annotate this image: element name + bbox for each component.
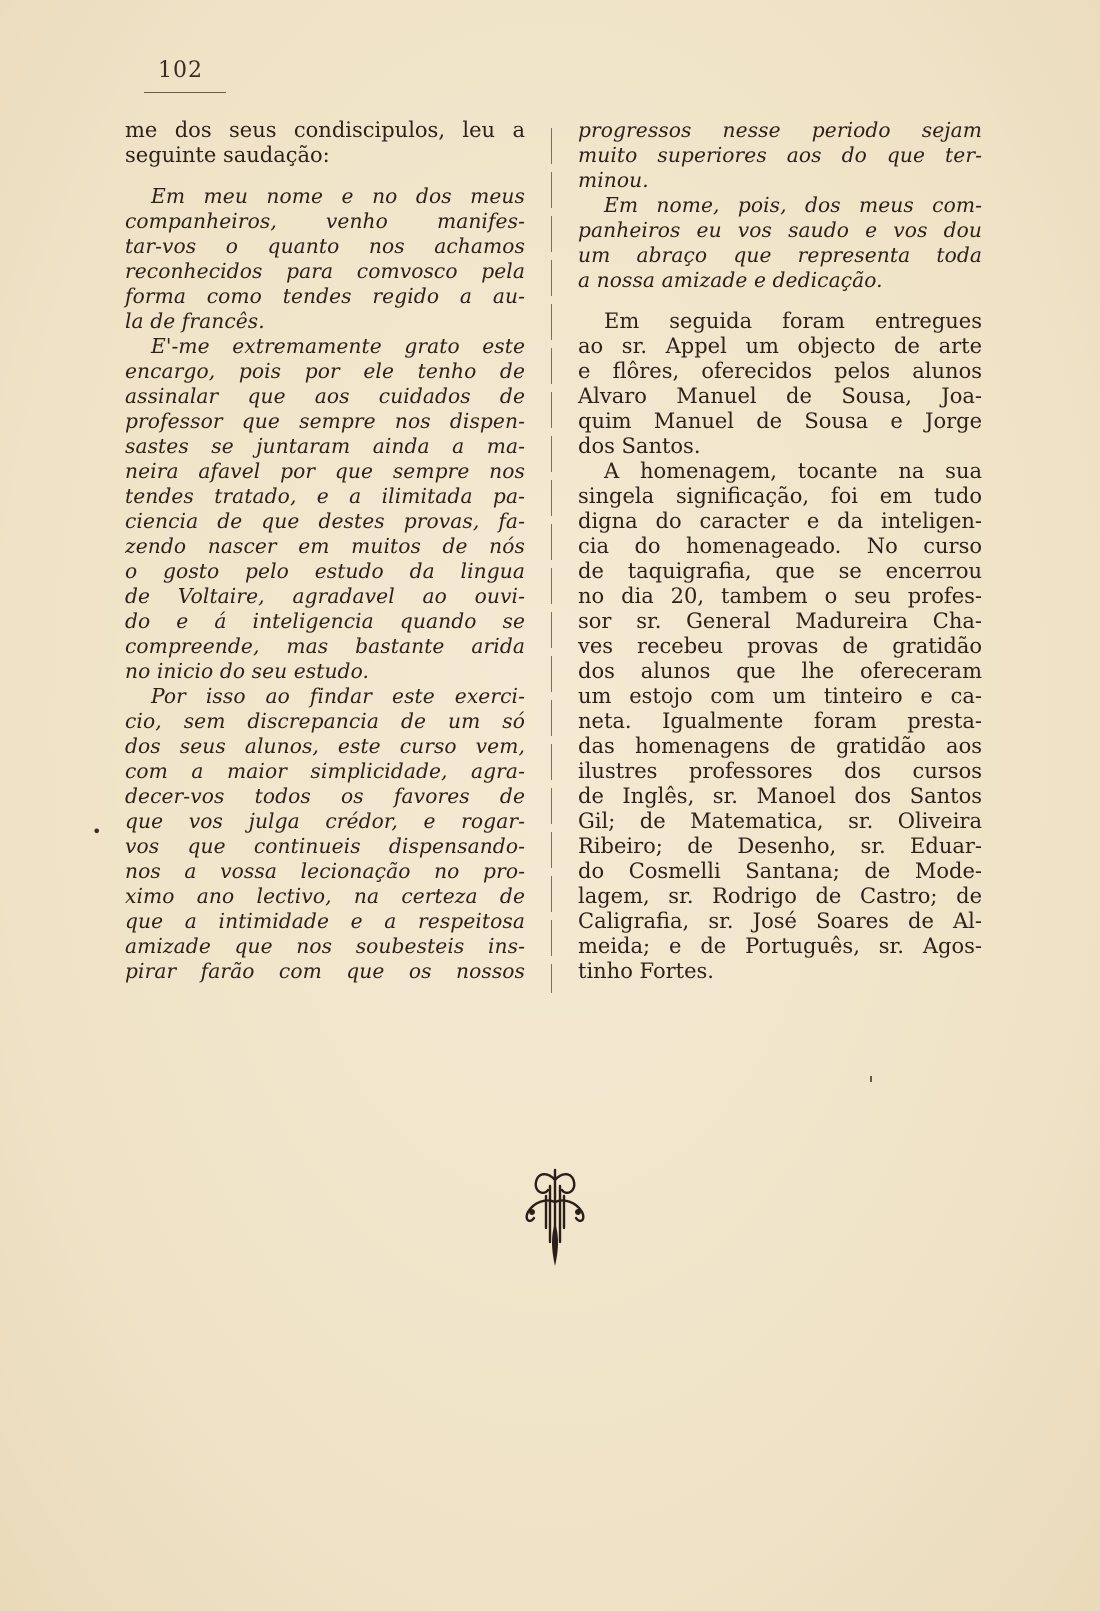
text-line: dos seus alunos, este curso vem,: [125, 734, 525, 758]
text-line: singela significação, foi em tudo: [578, 484, 982, 508]
text-line: o gosto pelo estudo da lingua: [125, 559, 525, 583]
text-line: sor sr. General Madureira Cha-: [578, 609, 982, 633]
text-line: decer-vos todos os favores de: [125, 784, 525, 808]
text-line: Em nome, pois, dos meus com-: [604, 193, 982, 217]
text-line: A homenagem, tocante na sua: [604, 459, 982, 483]
text-line: seguinte saudação:: [125, 143, 330, 167]
text-line: do e á inteligencia quando se: [125, 609, 525, 633]
text-line: de Inglês, sr. Manoel dos Santos: [578, 784, 982, 808]
text-line: lagem, sr. Rodrigo de Castro; de: [578, 884, 982, 908]
text-line: que vos julga crédor, e rogar-: [125, 809, 525, 833]
text-line: Em meu nome e no dos meus: [151, 184, 525, 208]
text-line: sastes se juntaram ainda a ma-: [125, 434, 525, 458]
text-line: a nossa amizade e dedicação.: [578, 268, 883, 292]
text-line: me dos seus condiscipulos, leu a: [125, 118, 525, 142]
margin-mark: •: [92, 822, 102, 841]
column-divider: [551, 128, 552, 993]
text-line: um abraço que representa toda: [578, 243, 982, 267]
text-line: la de francês.: [125, 309, 265, 333]
text-line: no dia 20, tambem o seu profes-: [578, 584, 982, 608]
text-line: E'-me extremamente grato este: [151, 334, 525, 358]
text-line: vos que continueis dispensando-: [125, 834, 525, 858]
text-line: forma como tendes regido a au-: [125, 284, 525, 308]
text-line: cio, sem discrepancia de um só: [125, 709, 525, 733]
text-line: Caligrafia, sr. José Soares de Al-: [578, 909, 982, 933]
text-line: nos a vossa lecionação no pro-: [125, 859, 525, 883]
right-column: [578, 118, 982, 984]
text-line: professor que sempre nos dispen-: [125, 409, 525, 433]
text-line: muito superiores aos do que ter-: [578, 143, 982, 167]
page-number: 102: [158, 58, 203, 83]
text-line: Alvaro Manuel de Sousa, Joa-: [578, 384, 982, 408]
text-line: de Voltaire, agradavel ao ouvi-: [125, 584, 525, 608]
text-line: ilustres professores dos cursos: [578, 759, 982, 783]
text-line: compreende, mas bastante arida: [125, 634, 525, 658]
text-line: tinho Fortes.: [578, 959, 714, 983]
text-line: Gil; de Matematica, sr. Oliveira: [578, 809, 982, 833]
text-line: ximo ano lectivo, na certeza de: [125, 884, 525, 908]
ink-speck: [870, 1076, 872, 1082]
paragraph-gap: [125, 168, 525, 184]
text-line: dos alunos que lhe ofereceram: [578, 659, 982, 683]
text-line: neira afavel por que sempre nos: [125, 459, 525, 483]
header-rule: [144, 92, 226, 93]
text-line: no inicio do seu estudo.: [125, 659, 369, 683]
text-line: reconhecidos para comvosco pela: [125, 259, 525, 283]
fleuron-ornament-icon: [520, 1162, 590, 1272]
text-line: encargo, pois por ele tenho de: [125, 359, 525, 383]
text-line: dos Santos.: [578, 434, 701, 458]
paragraph-gap: [578, 293, 982, 309]
text-line: ciencia de que destes provas, fa-: [125, 509, 525, 533]
text-line: pirar farão com que os nossos: [125, 959, 525, 983]
text-line: do Cosmelli Santana; de Mode-: [578, 859, 982, 883]
text-line: cia do homenageado. No curso: [578, 534, 982, 558]
text-line: panheiros eu vos saudo e vos dou: [578, 218, 982, 242]
text-line: progressos nesse periodo sejam: [578, 118, 982, 142]
text-line: zendo nascer em muitos de nós: [125, 534, 525, 558]
left-column: [125, 118, 525, 984]
text-line: quim Manuel de Sousa e Jorge: [578, 409, 982, 433]
text-line: tar-vos o quanto nos achamos: [125, 234, 525, 258]
text-line: de taquigrafia, que se encerrou: [578, 559, 982, 583]
text-line: companheiros, venho manifes-: [125, 209, 525, 233]
text-line: meida; e de Português, sr. Agos-: [578, 934, 982, 958]
text-line: com a maior simplicidade, agra-: [125, 759, 525, 783]
text-line: neta. Igualmente foram presta-: [578, 709, 982, 733]
text-line: tendes tratado, e a ilimitada pa-: [125, 484, 525, 508]
text-line: e flôres, oferecidos pelos alunos: [578, 359, 982, 383]
text-line: um estojo com um tinteiro e ca-: [578, 684, 982, 708]
text-line: das homenagens de gratidão aos: [578, 734, 982, 758]
text-line: Em seguida foram entregues: [604, 309, 982, 333]
text-line: Por isso ao findar este exerci-: [151, 684, 525, 708]
text-line: assinalar que aos cuidados de: [125, 384, 525, 408]
text-line: digna do caracter e da inteligen-: [578, 509, 982, 533]
text-line: ao sr. Appel um objecto de arte: [578, 334, 982, 358]
text-line: que a intimidade e a respeitosa: [125, 909, 525, 933]
text-line: ves recebeu provas de gratidão: [578, 634, 982, 658]
text-line: minou.: [578, 168, 649, 192]
text-line: Ribeiro; de Desenho, sr. Eduar-: [578, 834, 982, 858]
text-line: amizade que nos soubesteis ins-: [125, 934, 525, 958]
